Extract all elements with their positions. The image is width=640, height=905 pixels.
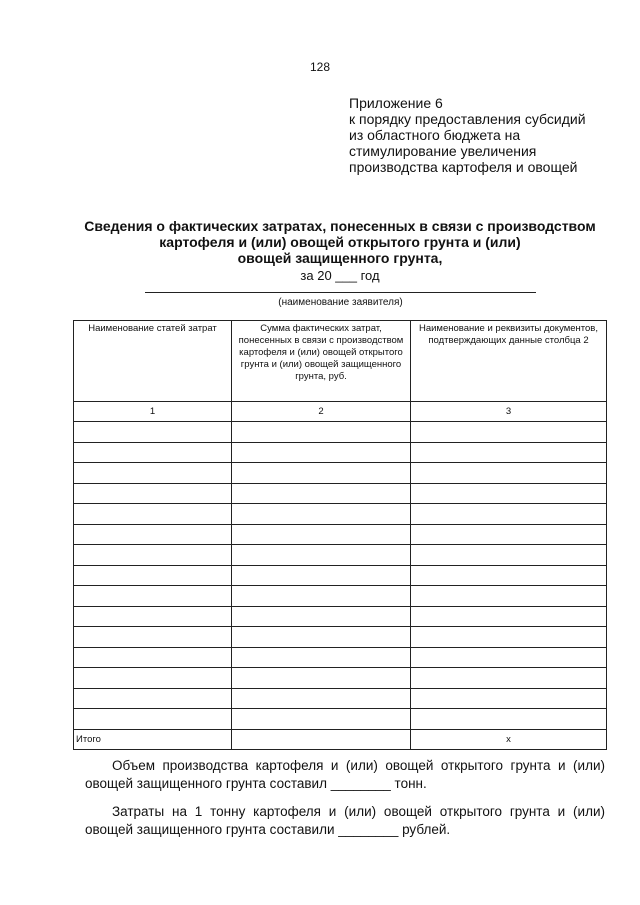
table-cell[interactable] — [232, 483, 411, 504]
table-row — [74, 709, 607, 730]
table-cell[interactable] — [411, 565, 607, 586]
table-cell[interactable] — [411, 668, 607, 689]
column-number: 1 — [74, 402, 232, 422]
table-row — [74, 422, 607, 443]
header-cost-items: Наименование статей затрат — [74, 321, 232, 402]
table-cell[interactable] — [411, 524, 607, 545]
table-cell[interactable] — [232, 709, 411, 730]
appendix-line: Приложение 6 — [349, 95, 443, 111]
table-cell[interactable] — [74, 463, 232, 484]
table-cell[interactable] — [411, 483, 607, 504]
table-header-row — [74, 321, 607, 402]
table-row — [74, 545, 607, 566]
paragraph-text: Объем производства картофеля и (или) овощей открытого грунта и (или) овощей защищенного грунта составил ________ тонн. — [85, 758, 605, 791]
table-cell[interactable] — [411, 688, 607, 709]
table-cell[interactable] — [232, 668, 411, 689]
appendix-line: производства картофеля и овощей — [349, 159, 578, 175]
table-cell[interactable] — [74, 483, 232, 504]
table-row — [74, 647, 607, 668]
appendix-block — [349, 95, 586, 175]
appendix-line: к порядку предоставления субсидий — [349, 111, 586, 127]
table-cell[interactable] — [411, 627, 607, 648]
table-cell[interactable] — [74, 422, 232, 443]
header-actual-costs: Сумма фактических затрат, понесенных в связи с производством картофеля и (или) овощей открытого грунта и (или) овощей защищенного грунта, руб. — [232, 321, 411, 402]
costs-table — [73, 320, 607, 750]
appendix-line: стимулирование увеличения — [349, 143, 537, 159]
table-row — [74, 442, 607, 463]
table-row — [74, 524, 607, 545]
table-cell[interactable] — [74, 688, 232, 709]
table-cell[interactable] — [74, 627, 232, 648]
table-cell[interactable] — [232, 442, 411, 463]
table-row — [74, 688, 607, 709]
table-row — [74, 483, 607, 504]
table-cell[interactable] — [232, 627, 411, 648]
table-cell[interactable] — [74, 524, 232, 545]
total-sum-cell[interactable] — [232, 729, 411, 749]
table-cell[interactable] — [232, 565, 411, 586]
table-cell[interactable] — [232, 524, 411, 545]
table-cell[interactable] — [411, 606, 607, 627]
table-cell[interactable] — [74, 709, 232, 730]
table-cell[interactable] — [232, 647, 411, 668]
title-line: картофеля и (или) овощей открытого грунта и (или) — [159, 234, 521, 250]
production-volume-paragraph — [85, 757, 605, 793]
table-cell[interactable] — [411, 504, 607, 525]
table-cell[interactable] — [232, 463, 411, 484]
column-number: 2 — [232, 402, 411, 422]
table-cell[interactable] — [411, 442, 607, 463]
table-row — [74, 668, 607, 689]
column-number: 3 — [411, 402, 607, 422]
table-cell[interactable] — [232, 688, 411, 709]
table-cell[interactable] — [411, 709, 607, 730]
table-cell[interactable] — [74, 565, 232, 586]
title-line: Сведения о фактических затратах, понесенных в связи с производством — [84, 218, 596, 234]
table-row — [74, 586, 607, 607]
paragraph-text: Затраты на 1 тонну картофеля и (или) овощей открытого грунта и (или) овощей защищенного грунта составили ________ рублей. — [85, 804, 605, 837]
table-cell[interactable] — [74, 545, 232, 566]
table-cell[interactable] — [232, 504, 411, 525]
table-cell[interactable] — [411, 545, 607, 566]
table-cell[interactable] — [232, 606, 411, 627]
table-cell[interactable] — [74, 442, 232, 463]
document-title — [60, 218, 620, 266]
table-row — [74, 627, 607, 648]
table-cell[interactable] — [74, 606, 232, 627]
column-number-row — [74, 402, 607, 422]
title-line: овощей защищенного грунта, — [237, 250, 443, 266]
total-col3-mark: x — [411, 729, 607, 749]
table-row — [74, 565, 607, 586]
table-cell[interactable] — [74, 504, 232, 525]
table-row — [74, 606, 607, 627]
table-cell[interactable] — [411, 586, 607, 607]
total-label: Итого — [74, 729, 232, 749]
applicant-underline — [145, 292, 536, 293]
table-cell[interactable] — [411, 647, 607, 668]
table-cell[interactable] — [74, 647, 232, 668]
table-cell[interactable] — [74, 668, 232, 689]
header-documents: Наименование и реквизиты документов, подтверждающих данные столбца 2 — [411, 321, 607, 402]
year-line: за 20 ___ год — [300, 268, 380, 283]
table-cell[interactable] — [232, 586, 411, 607]
page-number: 128 — [309, 60, 331, 74]
applicant-caption: (наименование заявителя) — [278, 297, 403, 308]
table-cell[interactable] — [411, 463, 607, 484]
total-row — [74, 729, 607, 749]
table-cell[interactable] — [232, 545, 411, 566]
cost-per-ton-paragraph — [85, 803, 605, 839]
table-row — [74, 504, 607, 525]
table-row — [74, 463, 607, 484]
table-cell[interactable] — [411, 422, 607, 443]
table-cell[interactable] — [232, 422, 411, 443]
table-cell[interactable] — [74, 586, 232, 607]
appendix-line: из областного бюджета на — [349, 127, 521, 143]
